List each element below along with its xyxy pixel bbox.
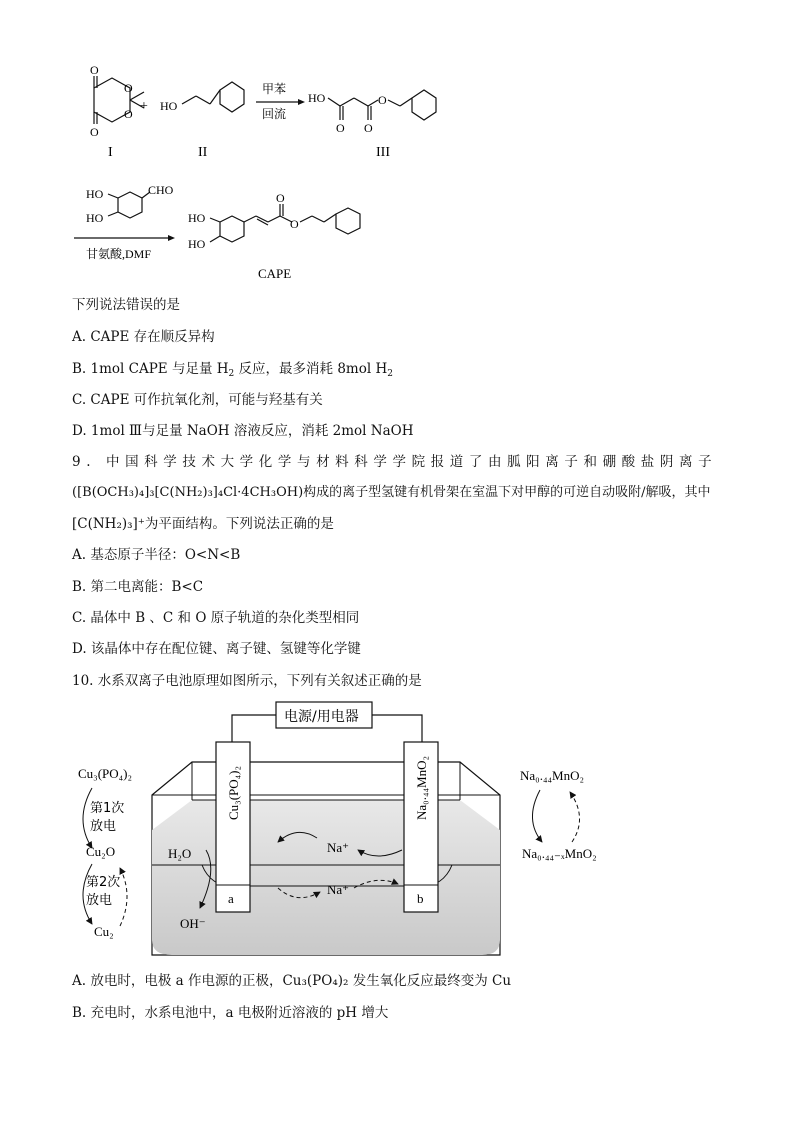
cond-toluene: 甲苯 xyxy=(262,82,287,96)
cond-glycine-dmf: 甘氨酸,DMF xyxy=(86,247,152,261)
q10-option-a[interactable]: A. 放电时，电极 a 作电源的正极，Cu₃(PO₄)₂ 发生氧化反应最终变为 Cu xyxy=(72,973,512,989)
dihydroxybenzaldehyde-structure xyxy=(108,192,150,218)
left-cycle-mid: Cu₂O xyxy=(86,844,116,859)
left-cycle-bottom: Cu₂ xyxy=(94,924,114,939)
compound-i-o-ring-top: O xyxy=(124,81,133,95)
q8-option-b[interactable]: B. 1mol CAPE 与足量 $H_2$ 反应，最多消耗 8mol $H_2$ xyxy=(72,361,393,379)
compound-i-o-bottom: O xyxy=(90,125,99,139)
electrode-b-label: b xyxy=(417,891,424,906)
left-cycle-step1: 第1次 xyxy=(90,801,125,816)
hydroxide-label: OH⁻ xyxy=(180,916,206,931)
q9-stem-line3: [C(NH₂)₃]⁺为平面结构。下列说法正确的是 xyxy=(72,516,334,532)
label-iii: III xyxy=(376,145,390,160)
right-electrode-formula: Na₀.₄₄MnO₂ xyxy=(414,756,429,820)
left-cycle-step2: 第2次 xyxy=(86,875,121,890)
q9-stem-line2: ([B(OCH₃)₄]₃[C(NH₂)₃]₄Cl·4CH₃OH)构成的离子型氢键有机骨架在室温下对甲醇的可逆自动吸附/解吸，其中 xyxy=(72,485,711,500)
cond-reflux: 回流 xyxy=(262,107,287,121)
electrolyte-liquid xyxy=(152,800,500,955)
right-cycle-bottom: Na₀.₄₄₋ₓMnO₂ xyxy=(522,846,597,861)
electrode-a-label: a xyxy=(228,891,234,906)
na-ion-upper: Na⁺ xyxy=(327,840,350,855)
reagent-ho-1: HO xyxy=(86,187,104,201)
q8-option-b-pre: B. 1mol CAPE 与足量 H xyxy=(72,361,229,377)
battery-diagram xyxy=(72,700,632,966)
q8-option-d[interactable]: D. 1mol Ⅲ与足量 NaOH 溶液反应，消耗 2mol NaOH xyxy=(72,423,414,439)
q8-stem: 下列说法错误的是 xyxy=(72,297,180,313)
left-cycle-step2b: 放电 xyxy=(86,893,113,908)
q10-option-b[interactable]: B. 充电时，水系电池中，a 电极附近溶液的 pH 增大 xyxy=(72,1005,389,1021)
power-box-label: 电源/用电器 xyxy=(284,709,359,725)
right-cycle-top: Na₀.₄₄MnO₂ xyxy=(520,768,584,783)
compound-iii-o1: O xyxy=(336,121,345,135)
left-electrode-formula: Cu₃(PO₄)₂ xyxy=(226,765,241,820)
q9-option-d[interactable]: D. 该晶体中存在配位键、离子键、氢键等化学键 xyxy=(72,641,361,657)
reaction-1-scheme xyxy=(60,60,480,170)
compound-ii-ho: HO xyxy=(160,99,178,113)
compound-iii-o3: O xyxy=(378,93,387,107)
cape-o-carbonyl: O xyxy=(276,191,285,205)
q10-stem: 10. 水系双离子电池原理如图所示，下列有关叙述正确的是 xyxy=(72,673,422,689)
cape-o-ester: O xyxy=(290,217,299,231)
left-cycle-step1b: 放电 xyxy=(90,819,117,834)
cape-ho-2: HO xyxy=(188,237,206,251)
q8-option-a[interactable]: A. CAPE 存在顺反异构 xyxy=(72,329,215,345)
q9-option-c[interactable]: C. 晶体中 B 、C 和 O 原子轨道的杂化类型相同 xyxy=(72,610,360,626)
compound-i-o-top: O xyxy=(90,63,99,77)
label-i: I xyxy=(108,145,113,160)
compound-i-structure xyxy=(94,76,144,124)
water-label: H₂O xyxy=(168,846,192,861)
compound-iii-ho: HO xyxy=(308,91,326,105)
cape-structure xyxy=(210,204,360,242)
q9-stem-line1: 9. 中国科学技术大学化学与材料科学学院报道了由胍阳离子和硼酸盐阴离子 xyxy=(72,454,718,470)
plus-sign: + xyxy=(140,99,148,114)
compound-ii-structure xyxy=(182,82,244,112)
compound-i-o-ring-bottom: O xyxy=(124,107,133,121)
q9-option-a[interactable]: A. 基态原子半径：O<N<B xyxy=(72,547,241,563)
cape-label: CAPE xyxy=(258,266,292,281)
q8-option-b-mid: 反应，最多消耗 8mol H xyxy=(234,361,388,377)
reagent-cho: CHO xyxy=(148,183,174,197)
q8-option-c[interactable]: C. CAPE 可作抗氧化剂，可能与羟基有关 xyxy=(72,392,323,408)
label-ii: II xyxy=(198,145,208,160)
left-cycle-top: Cu₃(PO₄)₂ xyxy=(78,766,133,781)
compound-iii-o2: O xyxy=(364,121,373,135)
cape-ho-1: HO xyxy=(188,211,206,225)
reagent-ho-2: HO xyxy=(86,211,104,225)
reaction-2-scheme xyxy=(60,180,480,290)
q9-option-b[interactable]: B. 第二电离能：B<C xyxy=(72,579,204,595)
na-ion-lower: Na⁺ xyxy=(327,882,350,897)
